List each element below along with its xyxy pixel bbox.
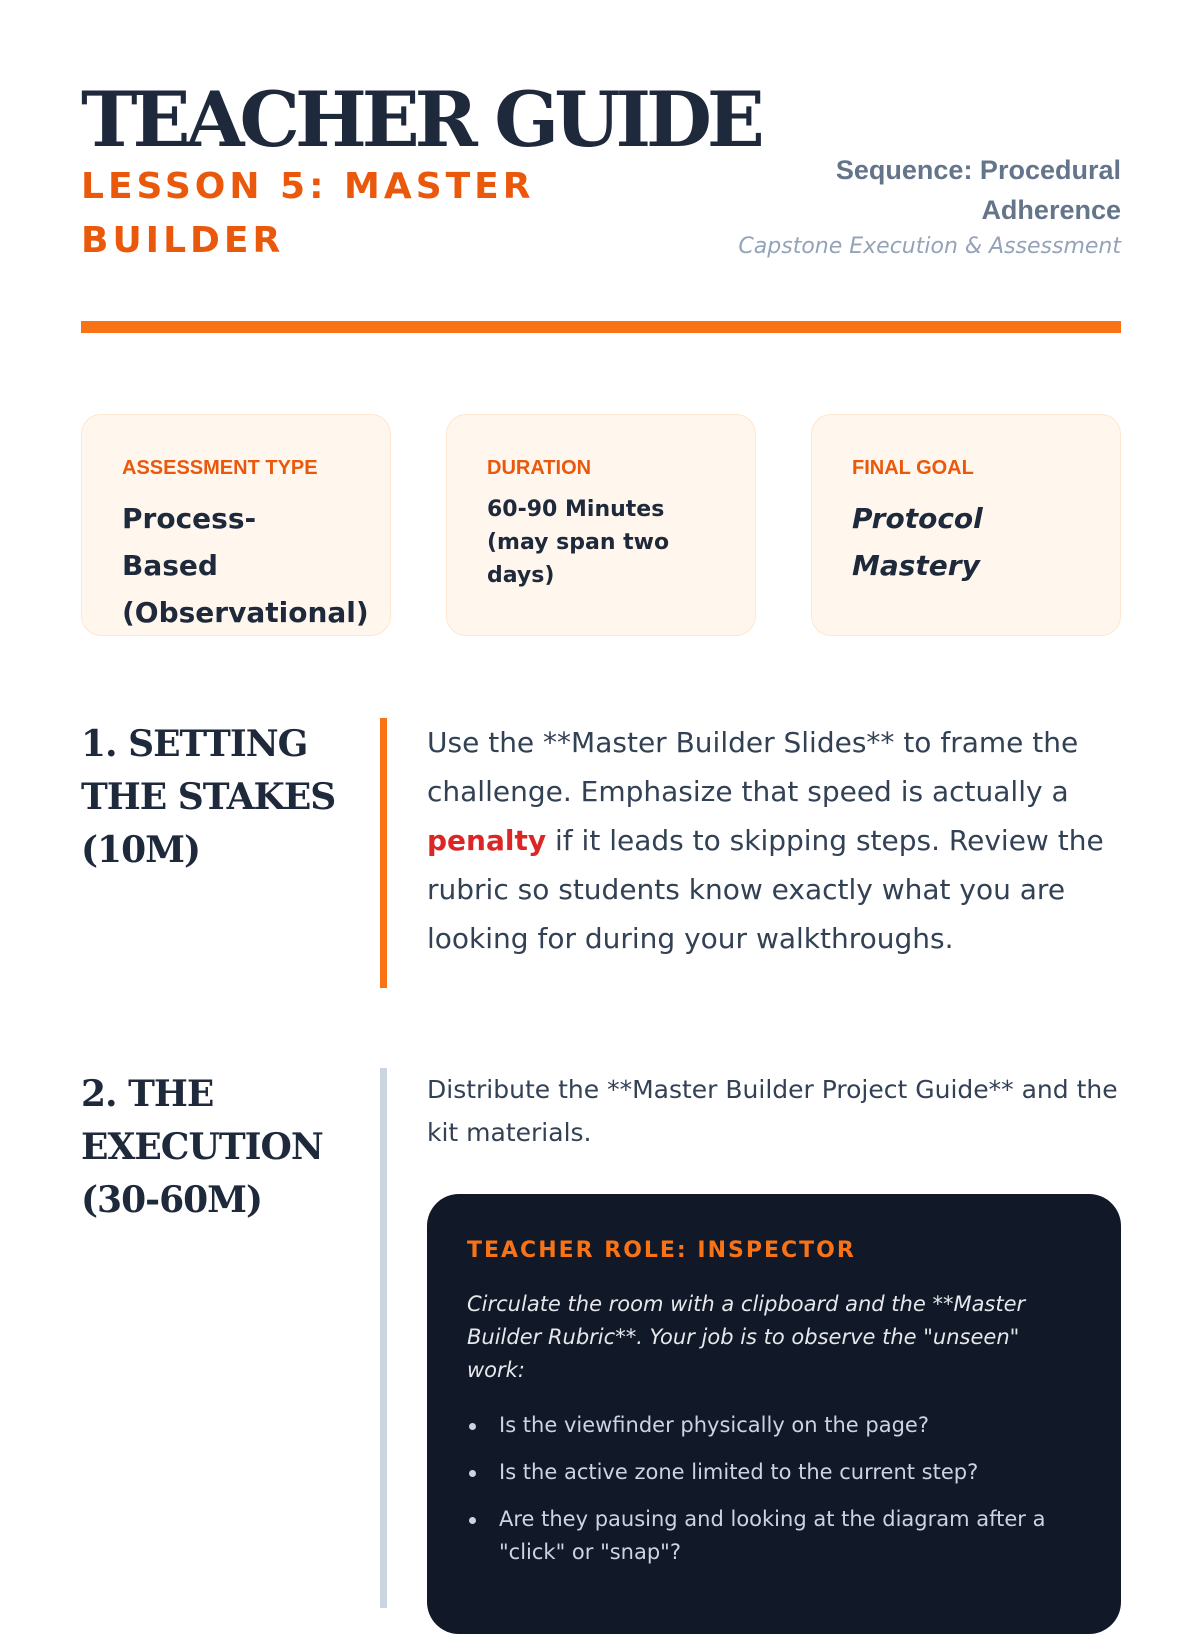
checklist-item — [467, 1409, 1081, 1442]
sequence-label: Sequence: Procedural Adherence — [835, 155, 1121, 225]
page-title: TEACHER GUIDE — [81, 75, 760, 164]
checklist-item — [467, 1456, 1081, 1489]
bullet-icon — [469, 1517, 476, 1524]
checklist-item — [467, 1503, 1081, 1569]
section-body-setting-stakes — [427, 718, 1121, 963]
card-value: 60-90 Minutes (may span two days) — [487, 497, 670, 588]
teacher-guide-page — [81, 0, 1121, 1600]
penalty-highlight: penalty — [427, 824, 547, 857]
checklist-text: Are they pausing and looking at the diagram after a "click" or "snap"? — [499, 1507, 1046, 1564]
card-value: Process-Based (Observational) — [122, 502, 369, 629]
checklist-text: Is the active zone limited to the current step? — [499, 1460, 979, 1484]
callout-body: Circulate the room with a clipboard and the **Master Builder Rubric**. Your job is to observe the "unseen" work: — [467, 1292, 1026, 1382]
final-goal-card — [811, 414, 1121, 636]
section-text: if it leads to skipping steps. Review the rubric so students know exactly what you are looking for during your walkthroughs. — [427, 824, 1104, 955]
section-accent-bar — [380, 718, 387, 988]
section-text: Use the **Master Builder Slides** to frame the challenge. Emphasize that speed is actually a — [427, 726, 1079, 808]
card-value: Protocol Mastery — [852, 502, 983, 582]
card-label: ASSESSMENT TYPE — [122, 457, 318, 479]
duration-card — [446, 414, 756, 636]
section-divider-bar — [380, 1068, 387, 1608]
section-heading-execution: 2. THE EXECUTION (30-60M) — [81, 1073, 323, 1221]
assessment-type-card — [81, 414, 391, 636]
section-heading-setting-stakes: 1. SETTING THE STAKES (10M) — [81, 723, 336, 871]
lesson-subtitle: LESSON 5: MASTER BUILDER — [81, 166, 535, 261]
checklist — [467, 1409, 1081, 1569]
card-label: DURATION — [487, 457, 592, 479]
header-divider — [81, 321, 1121, 333]
sequence-caption: Capstone Execution & Assessment — [738, 234, 1121, 259]
bullet-icon — [469, 1423, 476, 1430]
checklist-text: Is the viewfinder physically on the page? — [499, 1413, 929, 1437]
card-label: FINAL GOAL — [852, 457, 974, 479]
sequence-meta — [721, 150, 1121, 264]
bullet-icon — [469, 1470, 476, 1477]
callout-title: TEACHER ROLE: INSPECTOR — [467, 1238, 856, 1263]
section-body-execution: Distribute the **Master Builder Project Guide** and the kit materials. — [427, 1075, 1118, 1147]
inspector-callout — [427, 1194, 1121, 1634]
